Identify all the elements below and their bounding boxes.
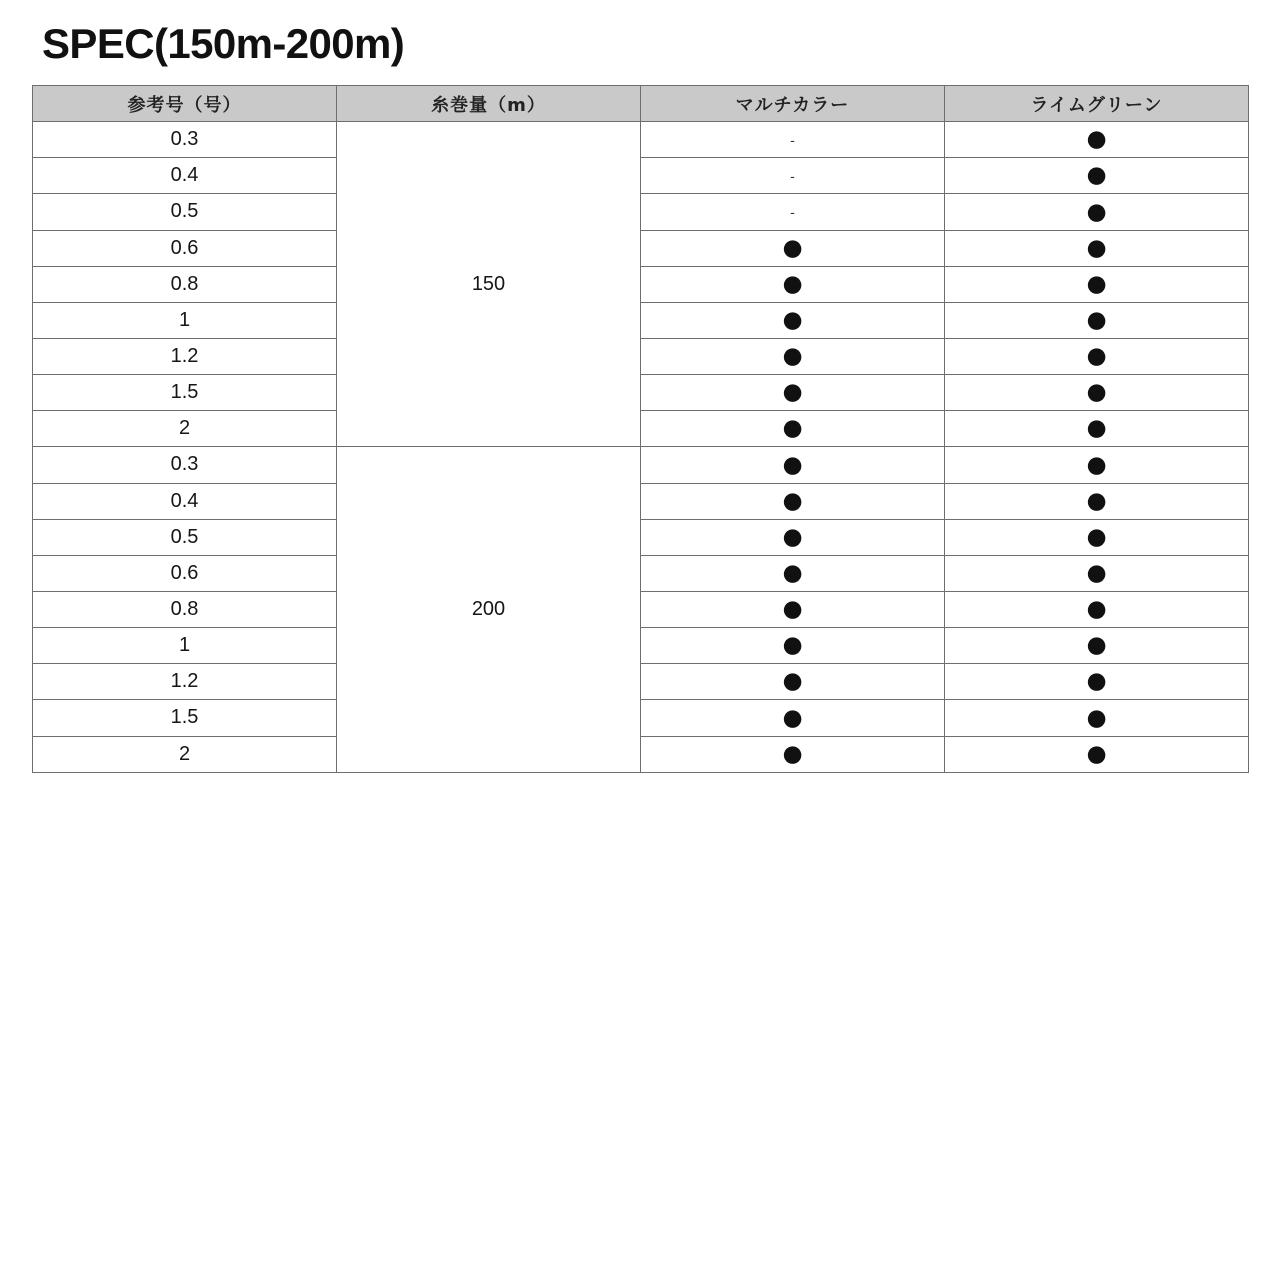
available-dot: ● (1086, 704, 1107, 731)
multicolor-cell (641, 375, 945, 411)
table-row (33, 591, 1249, 627)
available-dot: ● (1086, 270, 1107, 297)
table-row (33, 628, 1249, 664)
available-dot: ● (782, 487, 803, 514)
multicolor-cell (641, 483, 945, 519)
limegreen-cell (945, 158, 1249, 194)
table-row (33, 411, 1249, 447)
size-cell: 0.8 (33, 266, 337, 302)
table-row (33, 700, 1249, 736)
size-cell: 0.3 (33, 447, 337, 483)
table-row (33, 519, 1249, 555)
table-row (33, 158, 1249, 194)
size-cell: 0.5 (33, 194, 337, 230)
size-cell: 2 (33, 411, 337, 447)
size-cell: 0.4 (33, 483, 337, 519)
limegreen-cell (945, 628, 1249, 664)
available-dot: ● (782, 560, 803, 586)
size-cell: 1.5 (33, 375, 337, 411)
multicolor-cell (641, 302, 945, 338)
multicolor-cell (641, 628, 945, 664)
available-dot: ● (1086, 415, 1107, 442)
table-row (33, 338, 1249, 374)
limegreen-cell (945, 519, 1249, 555)
multicolor-cell (641, 338, 945, 374)
available-dot: ● (782, 632, 803, 659)
available-dot: ● (782, 740, 803, 767)
available-dot: ● (782, 270, 803, 297)
table-row (33, 736, 1249, 772)
table-row (33, 194, 1249, 230)
multicolor-cell (641, 230, 945, 266)
size-cell: 1.2 (33, 664, 337, 700)
available-dot: ● (1086, 343, 1107, 370)
multicolor-cell (641, 591, 945, 627)
size-cell: 1.2 (33, 338, 337, 374)
multicolor-cell (641, 411, 945, 447)
table-row (33, 266, 1249, 302)
available-dot: ● (1086, 451, 1107, 478)
header-row (33, 86, 1249, 122)
available-dot: ● (782, 668, 803, 695)
multicolor-cell (641, 266, 945, 302)
limegreen-cell (945, 555, 1249, 591)
available-dot: ● (1086, 126, 1107, 153)
spec-table (32, 85, 1249, 773)
size-cell: 2 (33, 736, 337, 772)
multicolor-cell (641, 158, 945, 194)
available-dot: ● (1086, 487, 1107, 514)
unavailable-mark: - (790, 168, 795, 185)
size-cell: 0.5 (33, 519, 337, 555)
limegreen-cell (945, 411, 1249, 447)
size-cell: 0.3 (33, 122, 337, 158)
limegreen-cell (945, 375, 1249, 411)
available-dot: ● (782, 379, 803, 406)
header-length: 糸巻量（m） (337, 86, 641, 122)
length-cell: 200 (337, 447, 641, 772)
limegreen-cell (945, 194, 1249, 230)
table-row (33, 447, 1249, 483)
size-cell: 1.5 (33, 700, 337, 736)
limegreen-cell (945, 591, 1249, 627)
multicolor-cell (641, 700, 945, 736)
size-cell: 0.8 (33, 591, 337, 627)
available-dot: ● (1086, 234, 1107, 261)
limegreen-cell (945, 736, 1249, 772)
table-row (33, 555, 1249, 591)
available-dot: ● (1086, 560, 1107, 586)
available-dot: ● (782, 307, 803, 334)
size-cell: 0.6 (33, 555, 337, 591)
available-dot: ● (782, 704, 803, 731)
limegreen-cell (945, 447, 1249, 483)
unavailable-mark: - (790, 131, 795, 148)
limegreen-cell (945, 338, 1249, 374)
available-dot: ● (782, 415, 803, 442)
available-dot: ● (782, 451, 803, 478)
header-limegreen: ライムグリーン (945, 86, 1249, 122)
table-row (33, 302, 1249, 338)
available-dot: ● (1086, 162, 1107, 189)
multicolor-cell (641, 736, 945, 772)
header-multicolor: マルチカラー (641, 86, 945, 122)
limegreen-cell (945, 122, 1249, 158)
available-dot: ● (1086, 307, 1107, 334)
limegreen-cell (945, 483, 1249, 519)
limegreen-cell (945, 266, 1249, 302)
multicolor-cell (641, 519, 945, 555)
available-dot: ● (782, 234, 803, 261)
header-size: 参考号（号） (33, 86, 337, 122)
table-row (33, 664, 1249, 700)
length-cell: 150 (337, 122, 641, 447)
size-cell: 1 (33, 302, 337, 338)
multicolor-cell (641, 447, 945, 483)
available-dot: ● (782, 596, 803, 623)
table-row (33, 483, 1249, 519)
multicolor-cell (641, 664, 945, 700)
limegreen-cell (945, 700, 1249, 736)
available-dot: ● (1086, 596, 1107, 623)
table-row (33, 375, 1249, 411)
unavailable-mark: - (790, 204, 795, 221)
available-dot: ● (782, 343, 803, 370)
size-cell: 1 (33, 628, 337, 664)
limegreen-cell (945, 230, 1249, 266)
available-dot: ● (1086, 379, 1107, 406)
available-dot: ● (782, 523, 803, 550)
limegreen-cell (945, 302, 1249, 338)
multicolor-cell (641, 122, 945, 158)
table-row (33, 122, 1249, 158)
multicolor-cell (641, 555, 945, 591)
available-dot: ● (1086, 740, 1107, 767)
available-dot: ● (1086, 668, 1107, 695)
size-cell: 0.4 (33, 158, 337, 194)
available-dot: ● (1086, 632, 1107, 659)
limegreen-cell (945, 664, 1249, 700)
multicolor-cell (641, 194, 945, 230)
table-row (33, 230, 1249, 266)
size-cell: 0.6 (33, 230, 337, 266)
available-dot: ● (1086, 523, 1107, 550)
available-dot: ● (1086, 198, 1107, 225)
page-title: SPEC(150m-200m) (42, 20, 405, 67)
